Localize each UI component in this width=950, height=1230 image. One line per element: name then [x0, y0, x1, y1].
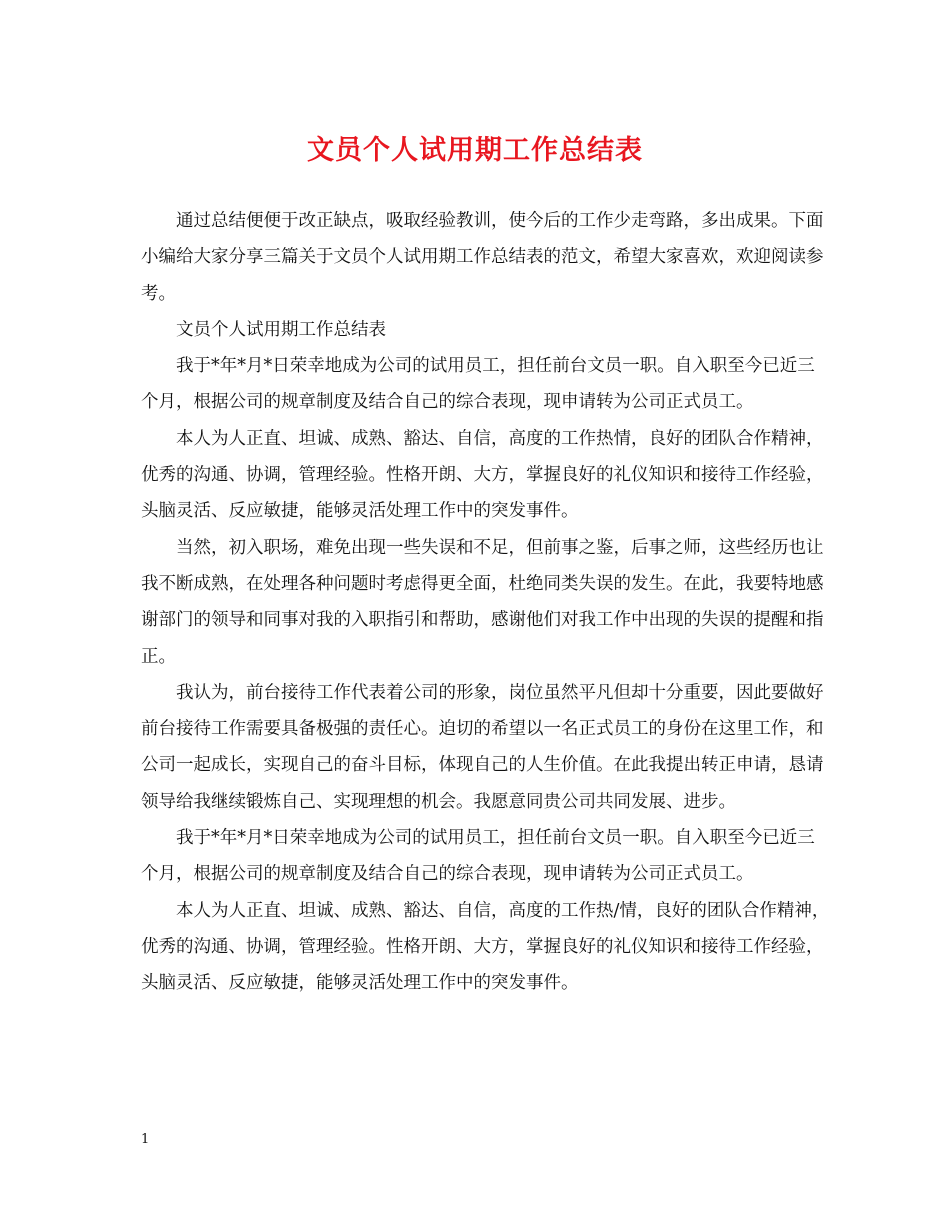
paragraph: 本人为人正直、坦诚、成熟、豁达、自信，高度的工作热/情，良好的团队合作精神，优秀的沟通、协调，管理经验。性格开朗、大方，掌握良好的礼仪知识和接待工作经验，头脑灵活、反应敏捷，能够灵活处理工作中的突发事件。 [141, 900, 830, 994]
document-body [141, 203, 831, 1002]
paragraph: 我于*年*月*日荣幸地成为公司的试用员工，担任前台文员一职。自入职至今已近三个月，根据公司的规章制度及结合自己的综合表现，现申请转为公司正式员工。 [141, 828, 815, 885]
page-number: 1 [141, 1132, 150, 1147]
document-title: 文员个人试用期工作总结表 [307, 135, 643, 166]
paragraph: 当然，初入职场，难免出现一些失误和不足，但前事之鉴，后事之师，这些经历也让我不断成熟，在处理各种问题时考虑得更全面，杜绝同类失误的发生。在此，我要特地感谢部门的领导和同事对我的入职指引和帮助，感谢他们对我工作中出现的失误的提醒和指正。 [141, 537, 824, 667]
paragraph: 本人为人正直、坦诚、成熟、豁达、自信，高度的工作热情，良好的团队合作精神，优秀的沟通、协调，管理经验。性格开朗、大方，掌握良好的礼仪知识和接待工作经验，头脑灵活、反应敏捷，能够灵活处理工作中的突发事件。 [141, 428, 824, 522]
paragraph: 我于*年*月*日荣幸地成为公司的试用员工，担任前台文员一职。自入职至今已近三个月，根据公司的规章制度及结合自己的综合表现，现申请转为公司正式员工。 [141, 356, 815, 413]
paragraph: 我认为，前台接待工作代表着公司的形象，岗位虽然平凡但却十分重要，因此要做好前台接待工作需要具备极强的责任心。迫切的希望以一名正式员工的身份在这里工作，和公司一起成长，实现自己的奋斗目标，体现自己的人生价值。在此我提出转正申请，恳请领导给我继续锻炼自己、实现理想的机会。我愿意同贵公司共同发展、进步。 [141, 682, 824, 812]
paragraph-subtitle: 文员个人试用期工作总结表 [176, 319, 386, 340]
paragraph-intro: 通过总结便便于改正缺点，吸取经验教训，使今后的工作少走弯路，多出成果。下面小编给大家分享三篇关于文员个人试用期工作总结表的范文，希望大家喜欢，欢迎阅读参考。 [141, 211, 824, 304]
